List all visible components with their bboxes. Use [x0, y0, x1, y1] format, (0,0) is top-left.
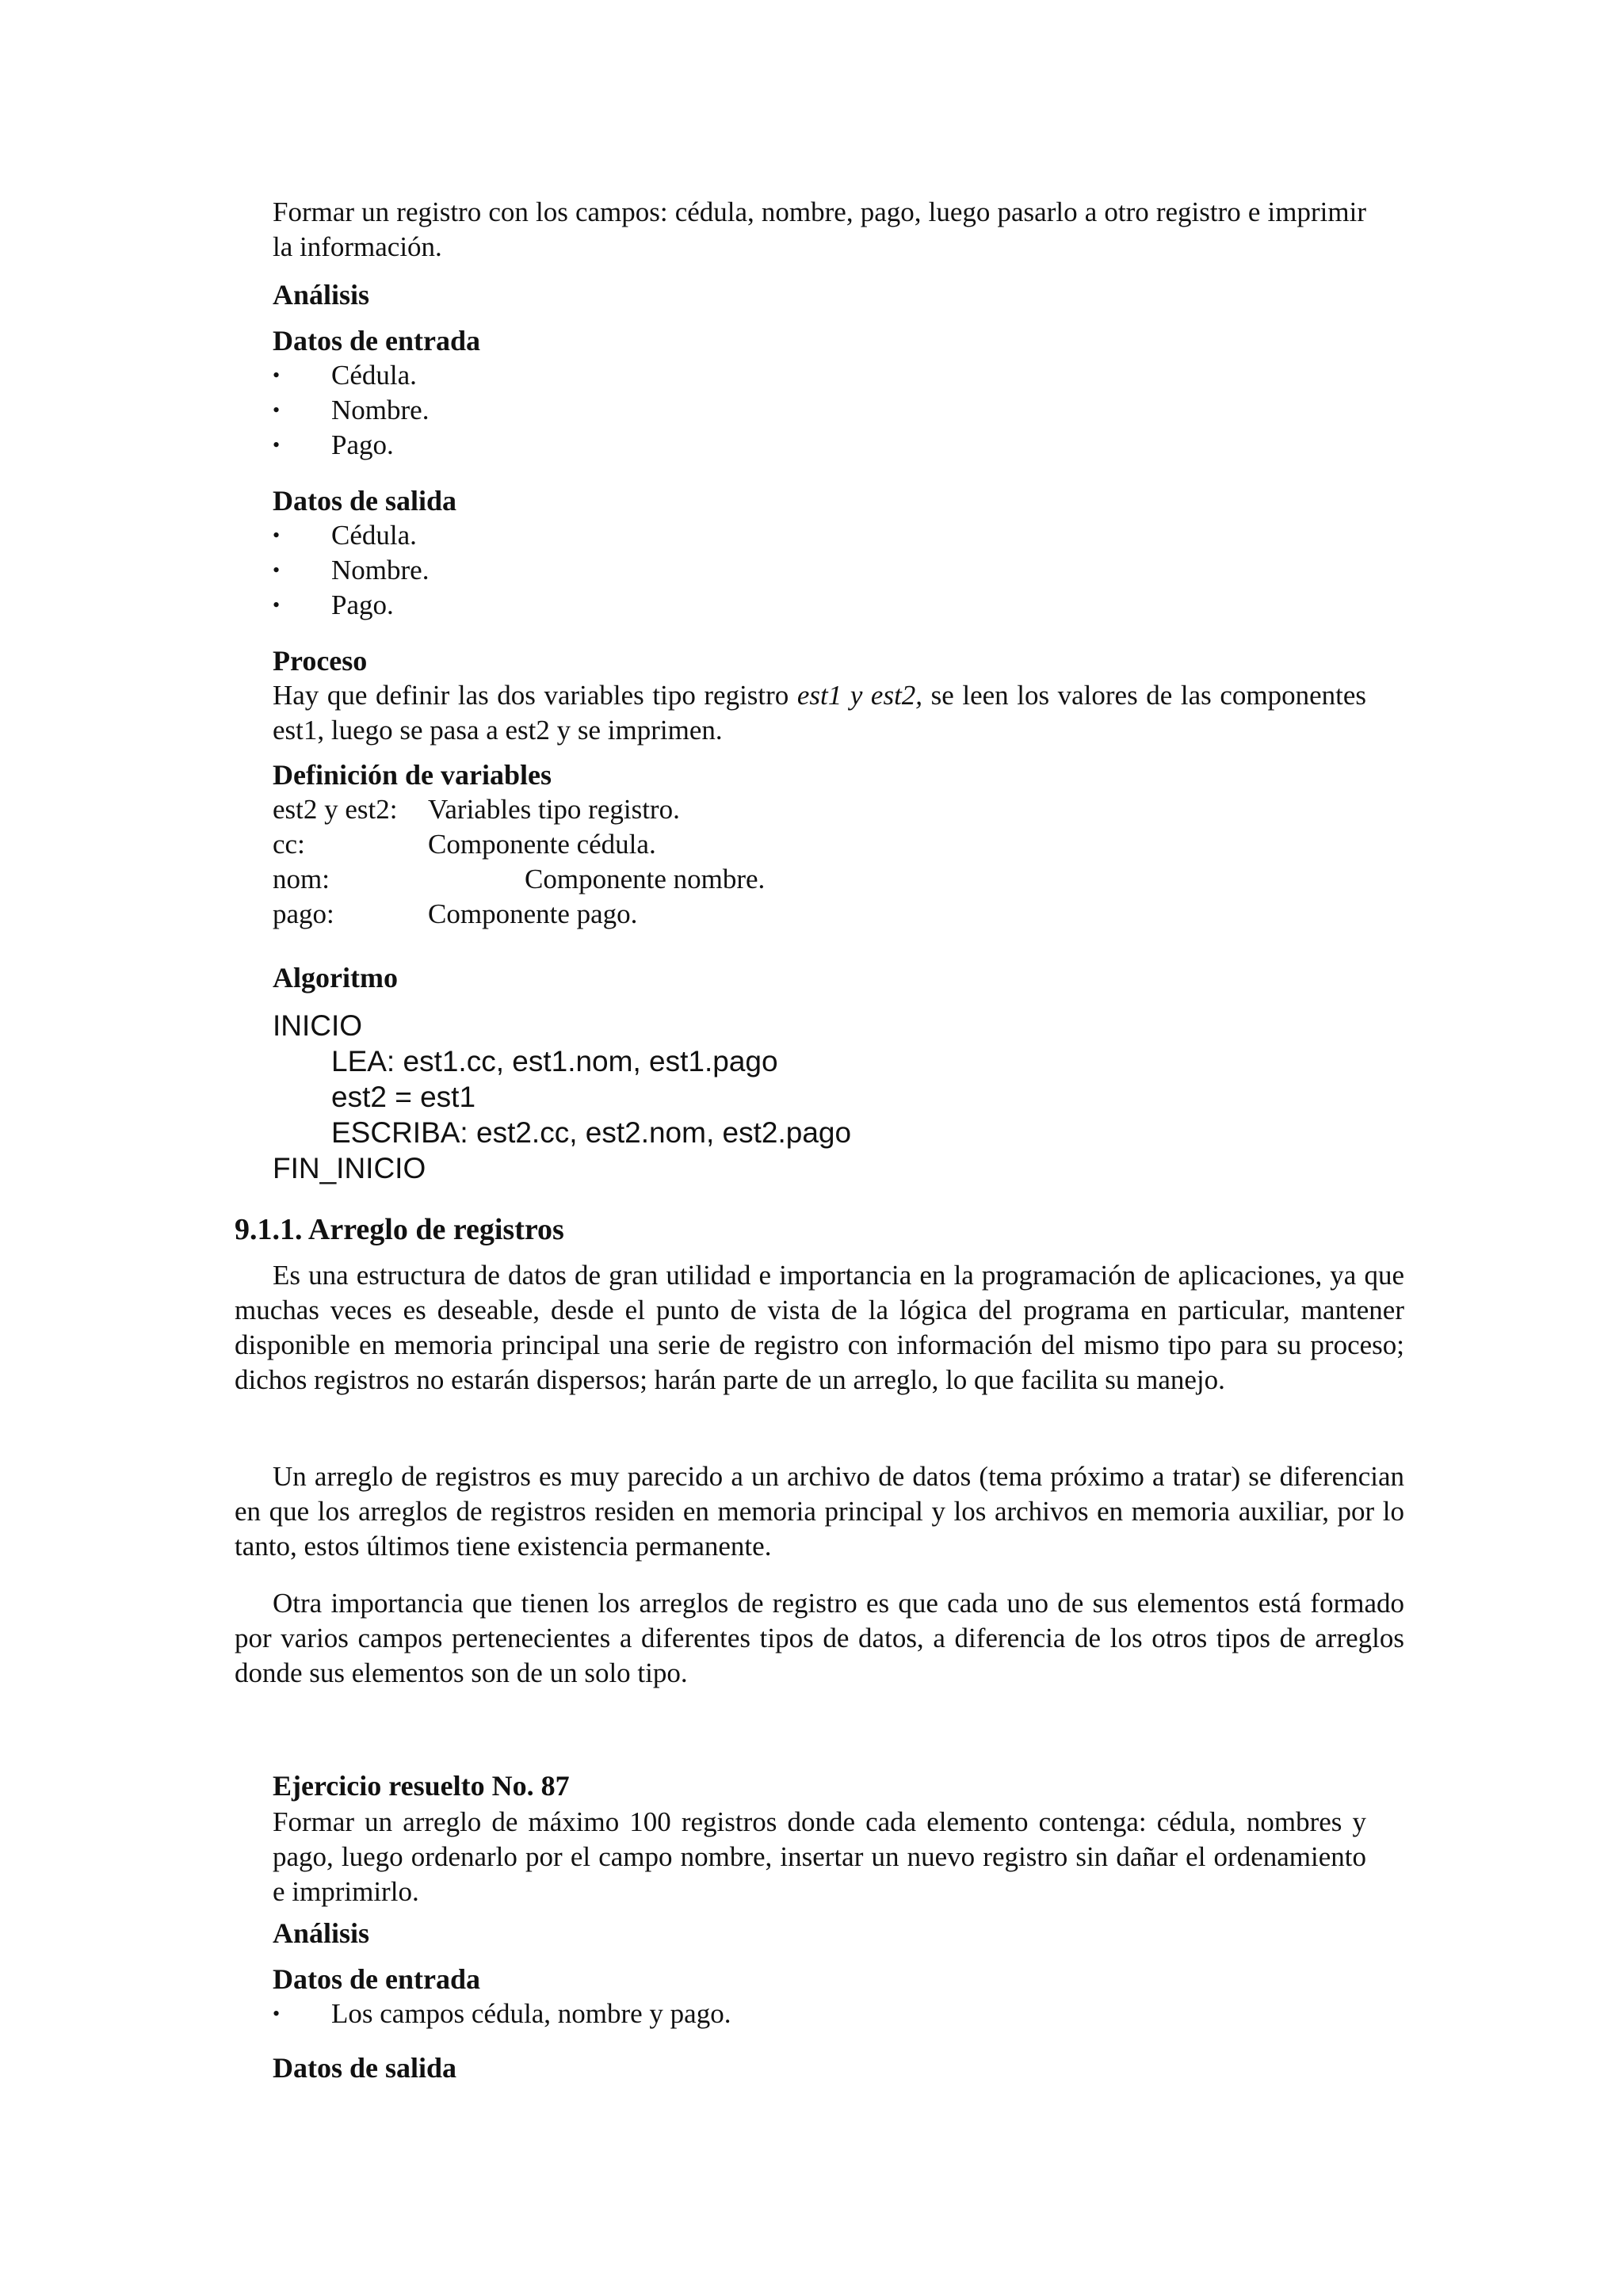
bullet-icon: • — [273, 559, 281, 582]
variable-row: pago: Componente pago. — [273, 898, 638, 929]
list-item: • Nombre. — [273, 553, 1366, 588]
section-paragraph: Es una estructura de datos de gran utilidad e importancia en la programación de aplicaciones, ya que muchas veces es deseable, desde el punto de vista de la lógica del programa en particular, mantener disponible en memoria principal una serie de registro con información del mismo tipo para su proceso; dichos registros no estarán dispersos; harán parte de un arreglo, lo que facilita su manejo. — [235, 1260, 1404, 1395]
variable-row: est2 y est2: Variables tipo registro. — [273, 794, 680, 825]
code-line: INICIO — [273, 1009, 363, 1042]
exercise-analysis-heading: Análisis — [273, 1917, 370, 1949]
variable-row: nom: Componente nombre. — [273, 864, 766, 894]
algorithm-heading: Algoritmo — [273, 962, 398, 994]
output-data-heading: Datos de salida — [273, 485, 457, 517]
section-paragraph: Otra importancia que tienen los arreglos de registro es que cada uno de sus elementos está formado por varios campos pertenecientes a diferentes tipos de datos, a diferencia de los otros tipos de arreglos donde sus elementos son de un solo tipo. — [235, 1588, 1404, 1688]
input-data-heading: Datos de entrada — [273, 325, 480, 357]
bullet-icon: • — [273, 2002, 281, 2025]
algorithm-code — [273, 1008, 1366, 1186]
exercise-input-list — [273, 1997, 1366, 2031]
code-line: ESCRIBA: est2.cc, est2.nom, est2.pago — [331, 1116, 852, 1149]
analysis-heading: Análisis — [273, 279, 370, 311]
process-text: Hay que definir las dos variables tipo registro est1 y est2, se leen los valores de las componentes est1, luego se pasa a est2 y se imprimen. — [273, 680, 1366, 746]
bullet-icon: • — [273, 524, 281, 547]
bullet-icon: • — [273, 593, 281, 616]
variables-table — [273, 792, 1366, 932]
list-item: • Cédula. — [273, 358, 1366, 393]
list-item: • Pago. — [273, 588, 1366, 623]
intro-text: Formar un registro con los campos: cédula, nombre, pago, luego pasarlo a otro registro e imprimir la información. — [273, 196, 1366, 262]
output-data-list — [273, 518, 1366, 623]
code-line: FIN_INICIO — [273, 1152, 426, 1184]
bullet-icon: • — [273, 364, 281, 387]
exercise-input-heading: Datos de entrada — [273, 1963, 480, 1995]
section-title: 9.1.1. Arreglo de registros — [235, 1213, 564, 1246]
section-paragraph: Un arreglo de registros es muy parecido a un archivo de datos (tema próximo a tratar) se diferencian en que los arreglos de registros residen en memoria principal y los archivos en memoria auxiliar, por lo tanto, estos últimos tiene existencia permanente. — [235, 1461, 1404, 1562]
variables-heading: Definición de variables — [273, 759, 552, 791]
list-item: • Los campos cédula, nombre y pago. — [273, 1997, 1366, 2031]
input-data-list — [273, 358, 1366, 463]
exercise-statement: Formar un arreglo de máximo 100 registros donde cada elemento contenga: cédula, nombres y pago, luego ordenarlo por el campo nombre, insertar un nuevo registro sin dañar el ordenamiento e imprimirlo. — [273, 1806, 1366, 1907]
bullet-icon: • — [273, 399, 281, 421]
bullet-icon: • — [273, 433, 281, 456]
exercise-output-heading: Datos de salida — [273, 2052, 457, 2084]
list-item: • Cédula. — [273, 518, 1366, 553]
process-heading: Proceso — [273, 645, 368, 677]
code-line: est2 = est1 — [331, 1081, 476, 1113]
variable-row: cc: Componente cédula. — [273, 829, 656, 860]
list-item: • Nombre. — [273, 393, 1366, 428]
code-line: LEA: est1.cc, est1.nom, est1.pago — [331, 1045, 778, 1077]
list-item: • Pago. — [273, 428, 1366, 463]
exercise-title: Ejercicio resuelto No. 87 — [273, 1770, 570, 1802]
